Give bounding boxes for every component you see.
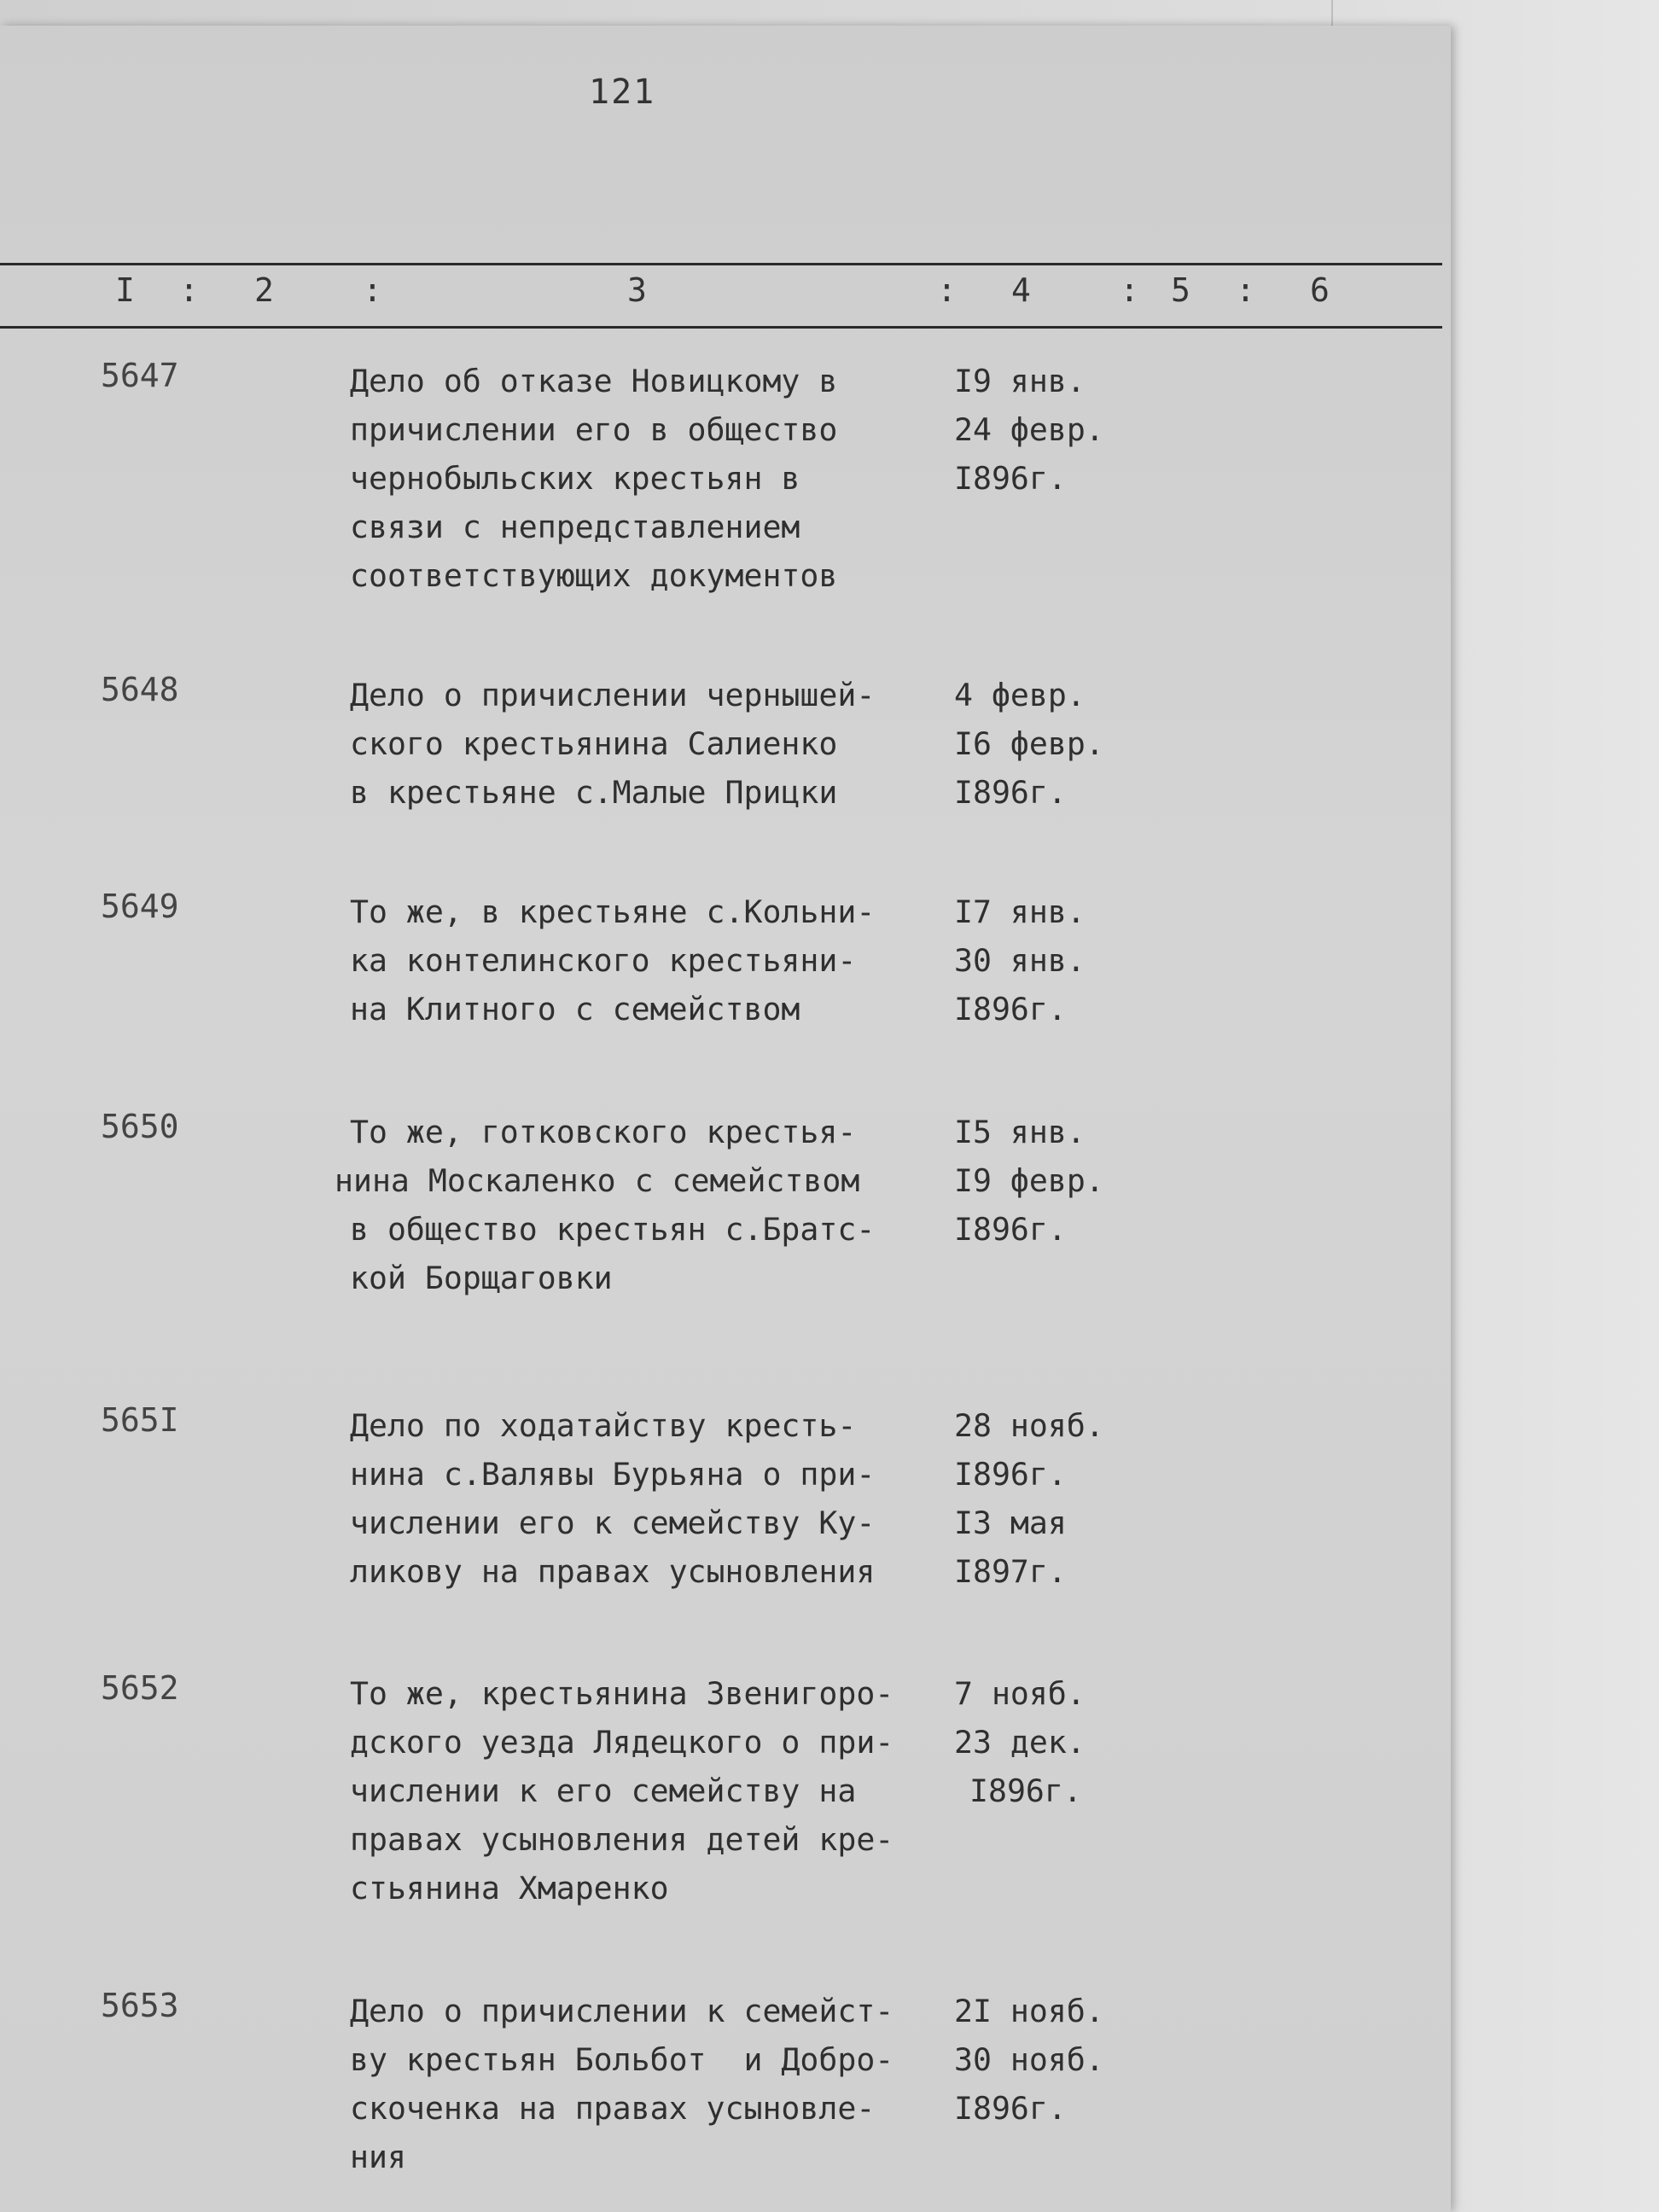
date-line: 23 дек. bbox=[954, 1724, 1086, 1761]
description-line: связи с непредставлением bbox=[350, 509, 800, 545]
description-line: в крестьяне с.Малые Прицки bbox=[350, 774, 838, 811]
entry-number: 5650 bbox=[101, 1108, 179, 1145]
description-line: ского крестьянина Салиенко bbox=[350, 725, 838, 762]
entry-description bbox=[350, 357, 964, 600]
entry-number: 5652 bbox=[101, 1669, 179, 1707]
column-header-4: 4 bbox=[1011, 271, 1031, 309]
description-line: в общество крестьян с.Братс- bbox=[350, 1211, 876, 1248]
date-line: 30 янв. bbox=[954, 942, 1086, 979]
date-line: I3 мая bbox=[954, 1505, 1067, 1541]
date-line: I896г. bbox=[969, 1773, 1082, 1809]
description-line: Дело о причислении чернышей- bbox=[350, 677, 876, 713]
description-line: ка контелинского крестьяни- bbox=[350, 942, 857, 979]
description-line: числении к его семейству на bbox=[350, 1773, 857, 1809]
entry-number: 5648 bbox=[101, 671, 179, 708]
column-header-5: 5 bbox=[1171, 271, 1190, 309]
entry-dates bbox=[954, 1401, 1176, 1596]
date-line: I9 янв. bbox=[954, 363, 1086, 399]
entry-description bbox=[350, 1669, 964, 1912]
description-line: То же, готковского крестья- bbox=[350, 1114, 857, 1150]
description-line: причислении его в общество bbox=[350, 411, 838, 448]
description-line: То же, в крестьяне с.Кольни- bbox=[350, 894, 876, 930]
description-line: Дело по ходатайству кресть- bbox=[350, 1407, 857, 1444]
date-line: I5 янв. bbox=[954, 1114, 1086, 1150]
column-separator: : bbox=[363, 271, 382, 309]
entry-description bbox=[350, 888, 964, 1033]
entry-description bbox=[350, 1401, 964, 1596]
description-line: нина Москаленко с семейством bbox=[335, 1162, 860, 1199]
column-separator: : bbox=[1120, 271, 1139, 309]
date-line: I896г. bbox=[954, 460, 1067, 497]
date-line: I896г. bbox=[954, 1211, 1067, 1248]
date-line: I896г. bbox=[954, 774, 1067, 811]
document-page bbox=[0, 26, 1451, 2212]
description-line: То же, крестьянина Звенигоро- bbox=[350, 1675, 894, 1712]
entry-description bbox=[335, 1108, 964, 1302]
entry-dates bbox=[954, 1669, 1176, 1815]
entry-dates bbox=[954, 1987, 1176, 2133]
entry-dates bbox=[954, 888, 1176, 1033]
description-line: скоченка на правах усыновле- bbox=[350, 2090, 876, 2127]
description-line: ву крестьян Больбот и Добро- bbox=[350, 2041, 894, 2078]
description-line: дского уезда Лядецкого о при- bbox=[350, 1724, 894, 1761]
column-separator: : bbox=[937, 271, 957, 309]
header-rule-bottom bbox=[0, 326, 1442, 329]
column-separator: : bbox=[1236, 271, 1255, 309]
entry-description bbox=[350, 1987, 964, 2181]
date-line: I896г. bbox=[954, 2090, 1067, 2127]
date-line: I896г. bbox=[954, 1456, 1067, 1493]
header-rule-top bbox=[0, 263, 1442, 265]
date-line: I7 янв. bbox=[954, 894, 1086, 930]
column-header-3: 3 bbox=[627, 271, 647, 309]
description-line: нина с.Валявы Бурьяна о при- bbox=[350, 1456, 876, 1493]
description-line: на Клитного с семейством bbox=[350, 991, 800, 1027]
column-header-2: 2 bbox=[254, 271, 274, 309]
description-line: ликову на правах усыновления bbox=[350, 1553, 876, 1590]
column-header-1: I bbox=[115, 271, 135, 309]
column-header-row bbox=[0, 266, 1442, 323]
description-line: ния bbox=[350, 2139, 406, 2175]
date-line: 7 нояб. bbox=[954, 1675, 1086, 1712]
description-line: правах усыновления детей кре- bbox=[350, 1821, 894, 1858]
date-line: I896г. bbox=[954, 991, 1067, 1027]
column-header-6: 6 bbox=[1310, 271, 1330, 309]
entry-dates bbox=[954, 1108, 1176, 1254]
date-line: 28 нояб. bbox=[954, 1407, 1104, 1444]
date-line: 2I нояб. bbox=[954, 1993, 1104, 2029]
entry-dates bbox=[954, 357, 1176, 503]
description-line: соответствующих документов bbox=[350, 557, 838, 594]
entry-number: 5653 bbox=[101, 1987, 179, 2024]
description-line: кой Борщаговки bbox=[350, 1260, 613, 1296]
date-line: I897г. bbox=[954, 1553, 1067, 1590]
description-line: Дело о причислении к семейст- bbox=[350, 1993, 894, 2029]
description-line: Дело об отказе Новицкому в bbox=[350, 363, 838, 399]
entry-dates bbox=[954, 671, 1176, 817]
date-line: 30 нояб. bbox=[954, 2041, 1104, 2078]
description-line: числении его к семейству Ку- bbox=[350, 1505, 876, 1541]
description-line: чернобыльских крестьян в bbox=[350, 460, 800, 497]
date-line: I6 февр. bbox=[954, 725, 1104, 762]
column-separator: : bbox=[179, 271, 199, 309]
description-line: стьянина Хмаренко bbox=[350, 1870, 669, 1906]
date-line: 4 февр. bbox=[954, 677, 1086, 713]
entry-number: 5649 bbox=[101, 888, 179, 925]
date-line: 24 февр. bbox=[954, 411, 1104, 448]
page-number: 121 bbox=[589, 73, 656, 112]
date-line: I9 февр. bbox=[954, 1162, 1104, 1199]
entry-number: 565I bbox=[101, 1401, 179, 1439]
entry-description bbox=[350, 671, 964, 817]
entry-number: 5647 bbox=[101, 357, 179, 394]
